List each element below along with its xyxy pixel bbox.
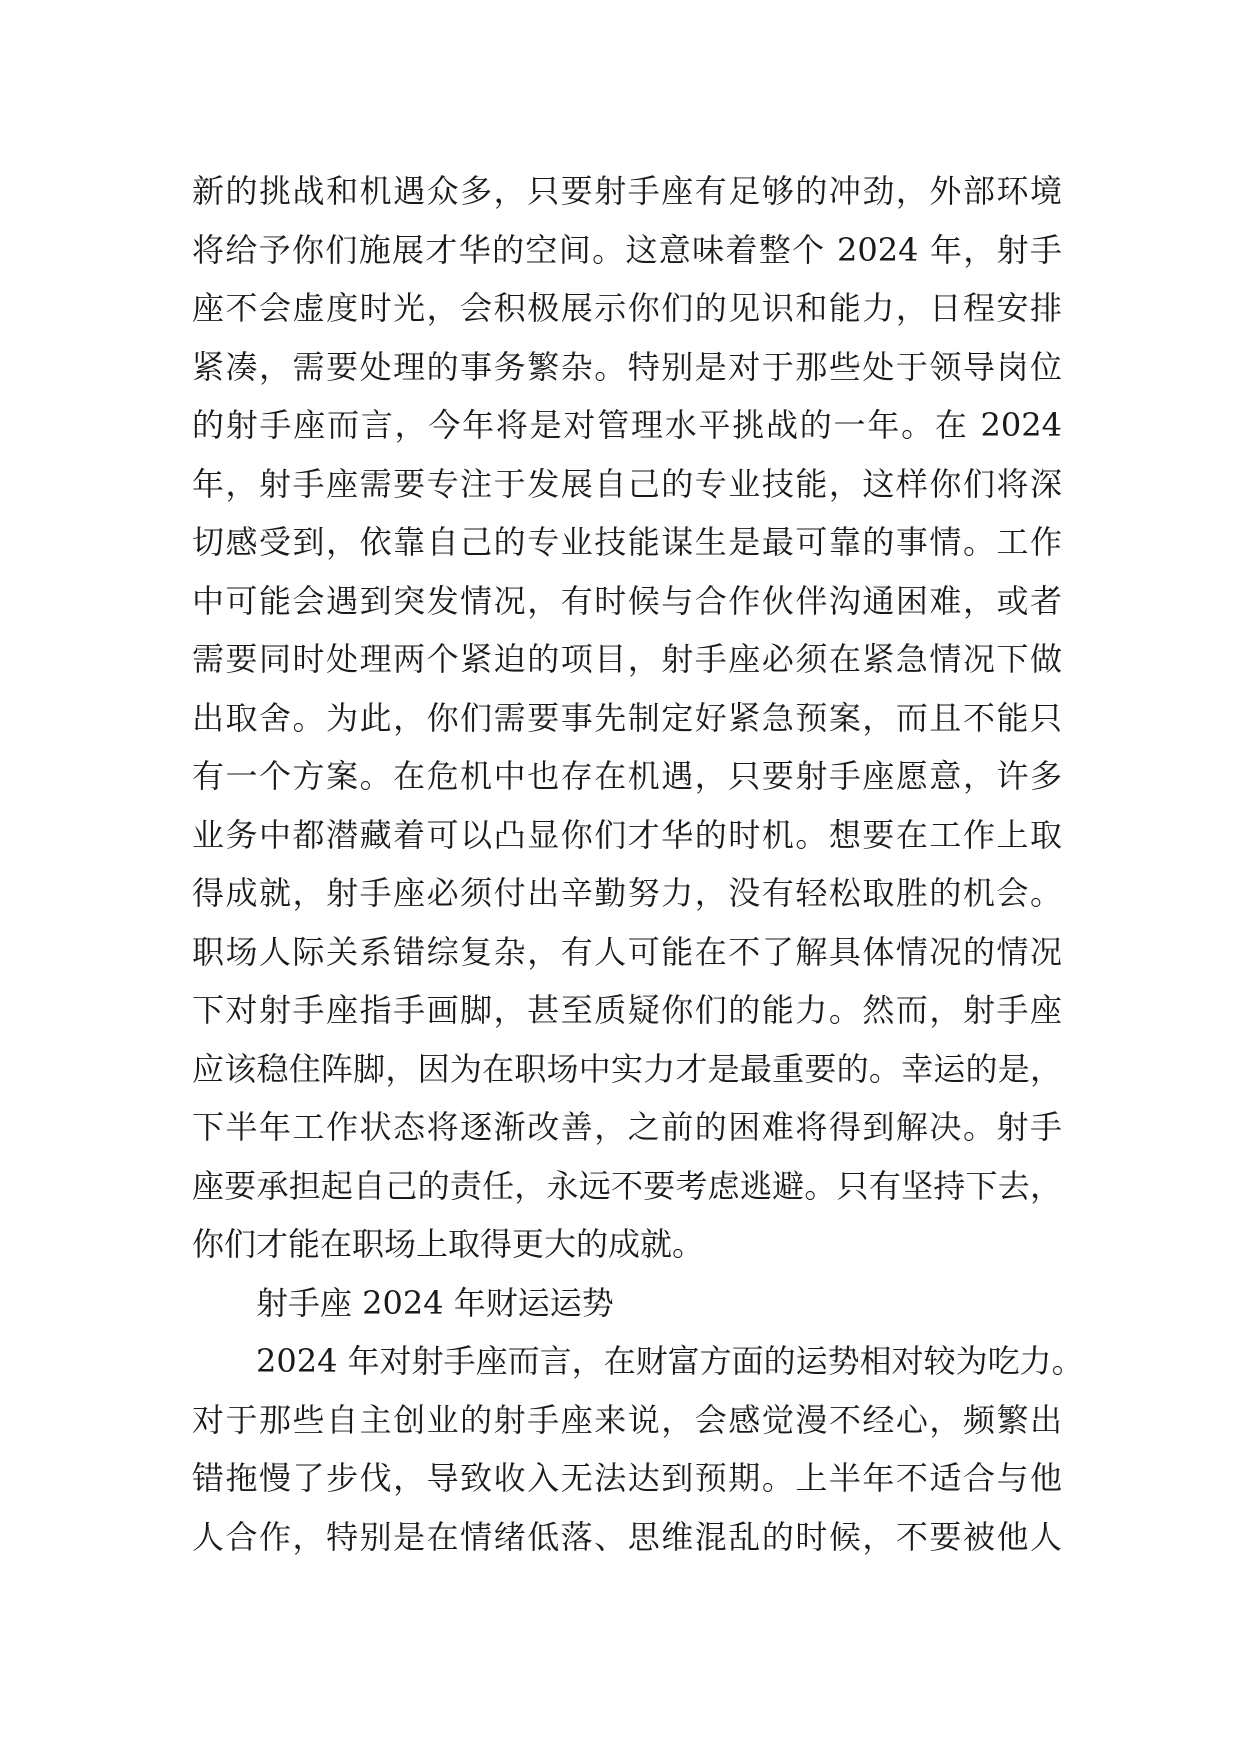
- text-line: 座要承担起自己的责任，永远不要考虑逃避。只有坚持下去，: [192, 1166, 1062, 1205]
- text-line: 出取舍。为此，你们需要事先制定好紧急预案，而且不能只: [192, 698, 1062, 737]
- text-line: 将给予你们施展才华的空间。这意味着整个 2024 年，射手: [192, 230, 1062, 269]
- text-line: 新的挑战和机遇众多，只要射手座有足够的冲劲，外部环境: [192, 172, 1062, 210]
- text-line: 需要同时处理两个紧迫的项目，射手座必须在紧急情况下做: [192, 640, 1062, 678]
- text-line: 下半年工作状态将逐渐改善，之前的困难将得到解决。射手: [192, 1108, 1062, 1146]
- text-line: 你们才能在职场上取得更大的成就。: [192, 1225, 705, 1263]
- text-line: 业务中都潜藏着可以凸显你们才华的时机。想要在工作上取: [192, 815, 1062, 854]
- section-heading: 射手座 2024 年财运运势: [256, 1283, 614, 1322]
- text-line: 得成就，射手座必须付出辛勤努力，没有轻松取胜的机会。: [192, 874, 1062, 912]
- text-line: 座不会虚度时光，会积极展示你们的见识和能力，日程安排: [192, 289, 1062, 327]
- text-line: 应该稳住阵脚，因为在职场中实力才是最重要的。幸运的是，: [192, 1049, 1062, 1088]
- text-line: 对于那些自主创业的射手座来说，会感觉漫不经心，频繁出: [192, 1400, 1062, 1439]
- text-line: 的射手座而言，今年将是对管理水平挑战的一年。在 2024: [192, 406, 1062, 444]
- text-line: 2024 年对射手座而言，在财富方面的运势相对较为吃力。: [256, 1342, 1084, 1380]
- text-line: 职场人际关系错综复杂，有人可能在不了解具体情况的情况: [192, 932, 1062, 971]
- document-body: [192, 162, 1084, 1566]
- text-line: 年，射手座需要专注于发展自己的专业技能，这样你们将深: [192, 464, 1062, 503]
- text-line: 中可能会遇到突发情况，有时候与合作伙伴沟通困难，或者: [192, 581, 1062, 620]
- text-line: 错拖慢了步伐，导致收入无法达到预期。上半年不适合与他: [192, 1459, 1062, 1497]
- text-line: 下对射手座指手画脚，甚至质疑你们的能力。然而，射手座: [192, 991, 1062, 1029]
- text-line: 切感受到，依靠自己的专业技能谋生是最可靠的事情。工作: [192, 523, 1062, 561]
- text-line: 有一个方案。在危机中也存在机遇，只要射手座愿意，许多: [192, 757, 1062, 795]
- text-line: 紧凑，需要处理的事务繁杂。特别是对于那些处于领导岗位: [192, 347, 1062, 386]
- text-line: 人合作，特别是在情绪低落、思维混乱的时候，不要被他人: [192, 1517, 1062, 1556]
